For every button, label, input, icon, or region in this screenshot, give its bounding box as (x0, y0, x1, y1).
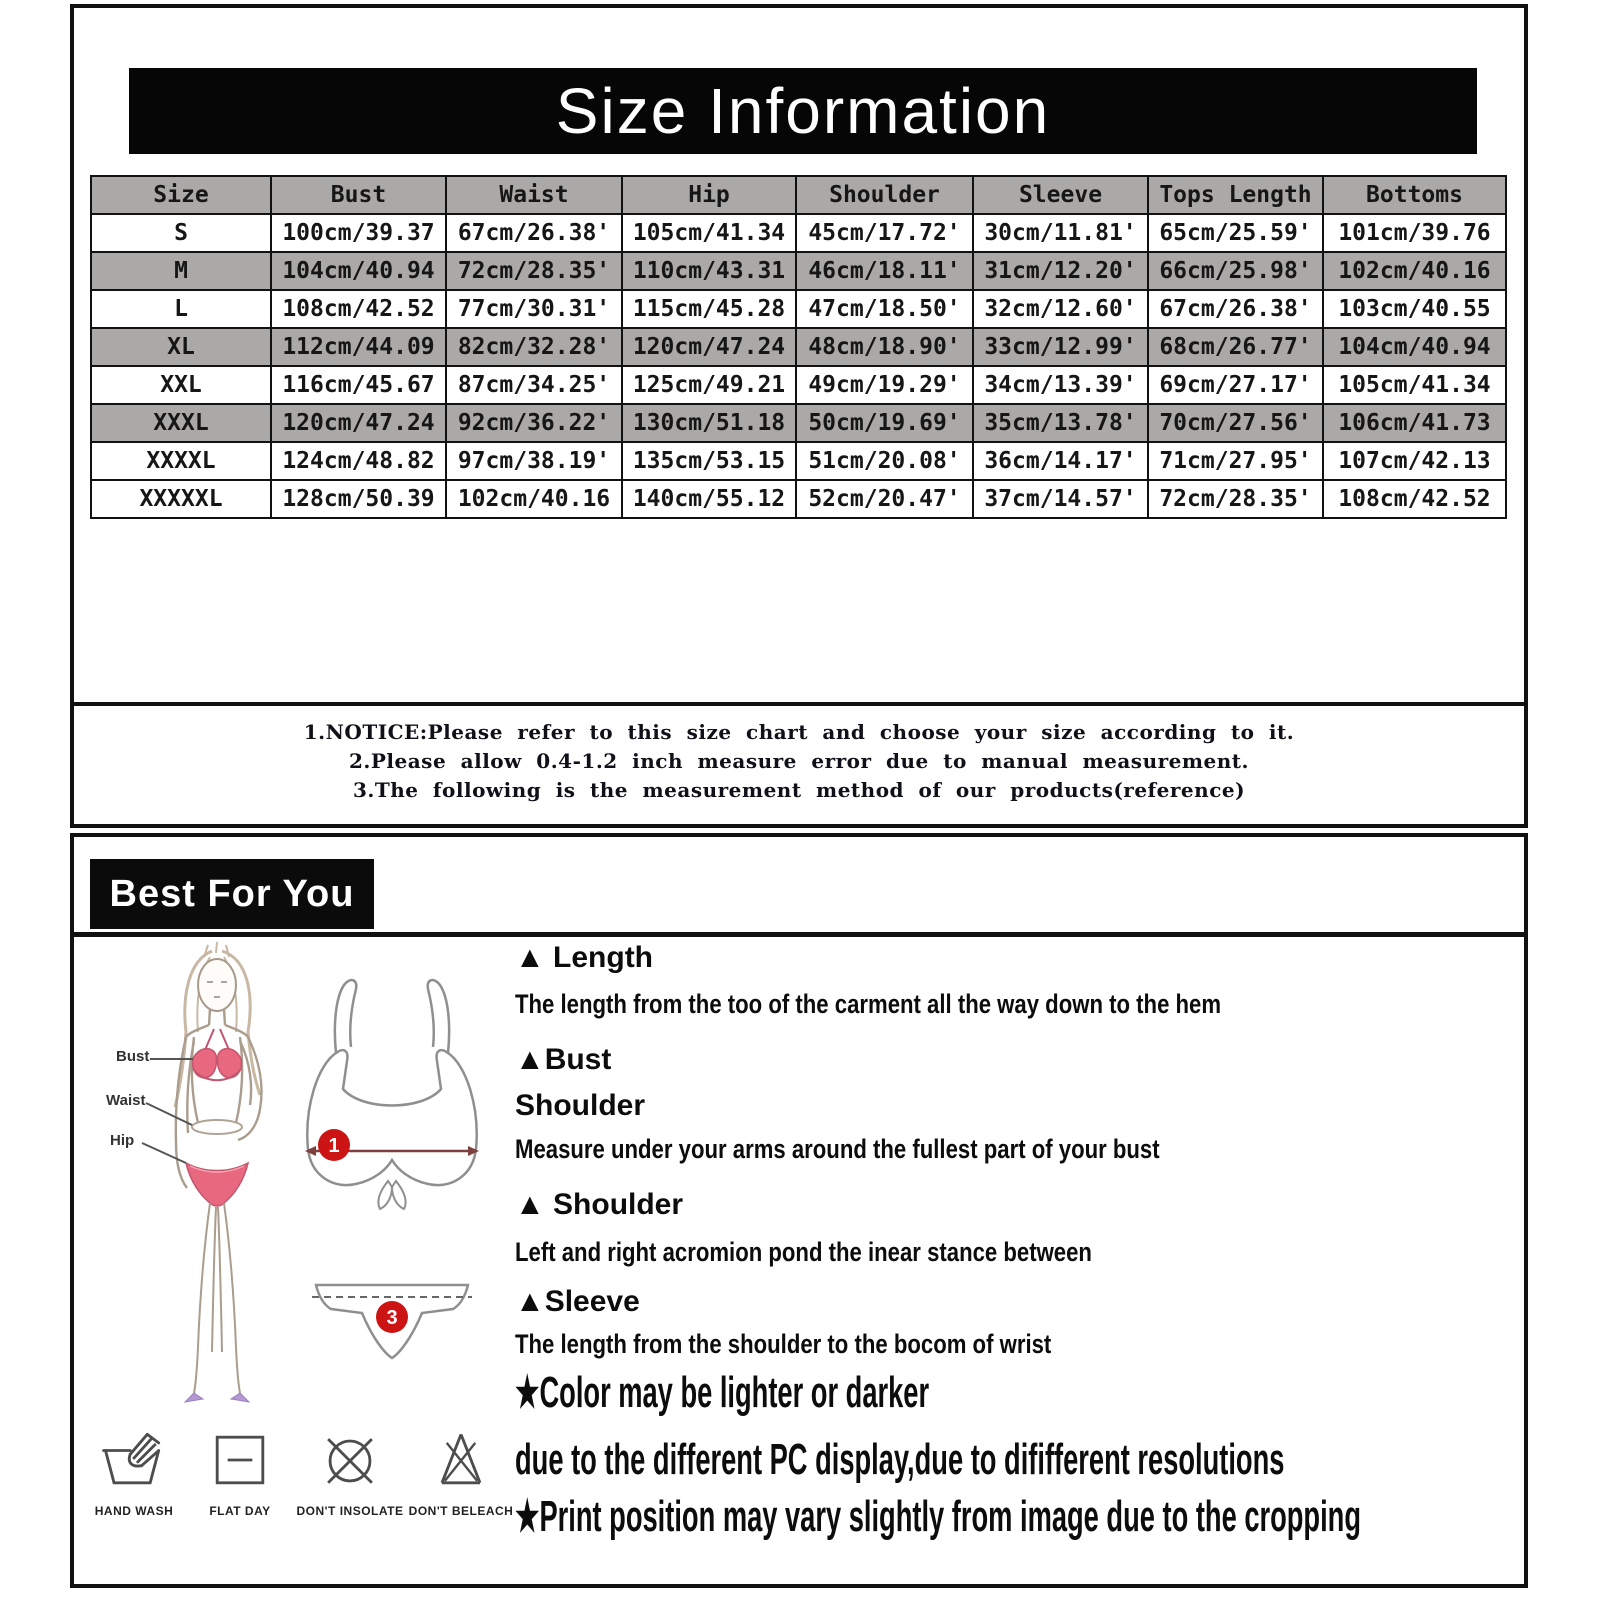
figure-label-bust: Bust (116, 1048, 150, 1065)
waist-loop (192, 1120, 242, 1134)
best-for-you-banner (90, 859, 374, 929)
cell: 110cm/43.31 (622, 252, 796, 290)
cell: 48cm/18.90' (796, 328, 973, 366)
cell: 106cm/41.73 (1323, 404, 1506, 442)
cell: XL (91, 328, 271, 366)
figure-label-waist: Waist (106, 1092, 146, 1109)
cell: 115cm/45.28 (622, 290, 796, 328)
cell: 112cm/44.09 (271, 328, 446, 366)
cell: 120cm/47.24 (622, 328, 796, 366)
page-title: Size Information (555, 75, 1051, 147)
header-cell: Shoulder (796, 176, 973, 214)
cell: 82cm/32.28' (446, 328, 622, 366)
cell: 67cm/26.38' (1148, 290, 1323, 328)
notice-panel (70, 702, 1528, 828)
cell: 103cm/40.55 (1323, 290, 1506, 328)
care-label: FLAT DAY (209, 1504, 271, 1518)
measure-guide-panel (70, 833, 1528, 1588)
sleeve-body: The length from the shoulder to the bocom of wrist (515, 1329, 1052, 1359)
body-sketch-graphic (90, 937, 510, 1407)
best-for-you-label: Best For You (109, 872, 355, 915)
figure-bikini-top (193, 1029, 242, 1080)
table-row (91, 366, 1506, 404)
cell: 49cm/19.29' (796, 366, 973, 404)
cell: 101cm/39.76 (1323, 214, 1506, 252)
cell: 37cm/14.57' (973, 480, 1148, 518)
length-heading: ▲ Length (515, 941, 654, 974)
size-table (90, 175, 1507, 519)
care-item-dont-bleach (401, 1422, 521, 1518)
size-info-panel (70, 4, 1528, 706)
cell: 104cm/40.94 (1323, 328, 1506, 366)
header-cell: Size (91, 176, 271, 214)
cell: 46cm/18.11' (796, 252, 973, 290)
cell: XXL (91, 366, 271, 404)
header-cell: Hip (622, 176, 796, 214)
table-row (91, 214, 1506, 252)
cell: 35cm/13.78' (973, 404, 1148, 442)
marker-1-number: 1 (328, 1135, 340, 1157)
cell: 32cm/12.60' (973, 290, 1148, 328)
cell: 102cm/40.16 (446, 480, 622, 518)
table-row (91, 252, 1506, 290)
cell: L (91, 290, 271, 328)
care-label: HAND WASH (94, 1504, 174, 1518)
label-connectors (142, 1059, 193, 1163)
cell: 105cm/41.34 (1323, 366, 1506, 404)
cell: 116cm/45.67 (271, 366, 446, 404)
figure-bikini-bottom (186, 1163, 248, 1206)
table-header-row (91, 176, 1506, 214)
cell: 33cm/12.99' (973, 328, 1148, 366)
cell: 130cm/51.18 (622, 404, 796, 442)
cell: 71cm/27.95' (1148, 442, 1323, 480)
bust-body: Measure under your arms around the fullest part of your bust (515, 1134, 1160, 1164)
cell: 87cm/34.25' (446, 366, 622, 404)
cell: S (91, 214, 271, 252)
header-cell: Sleeve (973, 176, 1148, 214)
length-body: The length from the too of the carment all the way down to the hem (515, 989, 1222, 1019)
care-item-flat-day (180, 1422, 300, 1518)
size-info-title-banner (129, 68, 1477, 154)
cell: 108cm/42.52 (1323, 480, 1506, 518)
cell: 67cm/26.38' (446, 214, 622, 252)
cell: 92cm/36.22' (446, 404, 622, 442)
care-item-hand-wash (74, 1422, 194, 1518)
header-cell: Bottoms (1323, 176, 1506, 214)
table-row (91, 328, 1506, 366)
cell: 45cm/17.72' (796, 214, 973, 252)
cell: 34cm/13.39' (973, 366, 1148, 404)
color-note: ★Color may be lighter or darker (515, 1368, 930, 1417)
notice-line-3: 3.The following is the measurement method of our products(reference) (352, 778, 1246, 802)
cell: 108cm/42.52 (271, 290, 446, 328)
print-note: ★Print position may vary slightly from image due to the cropping (515, 1492, 1361, 1541)
table-row (91, 290, 1506, 328)
care-label: DON'T INSOLATE (296, 1504, 404, 1518)
header-cell: Waist (446, 176, 622, 214)
cell: 65cm/25.59' (1148, 214, 1323, 252)
shoe-right (231, 1393, 249, 1402)
leg-lines (194, 1203, 240, 1393)
table-row (91, 404, 1506, 442)
cell: 107cm/42.13 (1323, 442, 1506, 480)
cell: XXXL (91, 404, 271, 442)
cell: 72cm/28.35' (1148, 480, 1323, 518)
cell: 72cm/28.35' (446, 252, 622, 290)
cell: XXXXXL (91, 480, 271, 518)
bust-subheading: Shoulder (515, 1089, 646, 1122)
cell: 125cm/49.21 (622, 366, 796, 404)
cell: 135cm/53.15 (622, 442, 796, 480)
notice-line-1: 1.NOTICE:Please refer to this size chart and choose your size according to it. (303, 720, 1295, 744)
cell: 69cm/27.17' (1148, 366, 1323, 404)
cell: 104cm/40.94 (271, 252, 446, 290)
shoulder-heading: ▲ Shoulder (515, 1188, 684, 1221)
header-cell: Bust (271, 176, 446, 214)
shoulder-body: Left and right acromion pond the inear stance between (515, 1237, 1092, 1267)
care-item-dont-insolate (290, 1422, 410, 1518)
cell: 140cm/55.12 (622, 480, 796, 518)
header-cell: Tops Length (1148, 176, 1323, 214)
cell: M (91, 252, 271, 290)
cell: 66cm/25.98' (1148, 252, 1323, 290)
cell: 102cm/40.16 (1323, 252, 1506, 290)
care-label: DON'T BELEACH (408, 1504, 514, 1518)
cell: 97cm/38.19' (446, 442, 622, 480)
bust-heading: ▲Bust (515, 1043, 612, 1076)
cell: 50cm/19.69' (796, 404, 973, 442)
cell: 77cm/30.31' (446, 290, 622, 328)
flat-dry-icon (202, 1422, 278, 1498)
cell: 100cm/39.37 (271, 214, 446, 252)
cell: 51cm/20.08' (796, 442, 973, 480)
no-bleach-icon (423, 1422, 499, 1498)
hand-wash-icon (96, 1422, 172, 1498)
cell: 120cm/47.24 (271, 404, 446, 442)
sleeve-heading: ▲Sleeve (515, 1285, 640, 1318)
head (198, 959, 236, 1011)
cell: 52cm/20.47' (796, 480, 973, 518)
cell: 30cm/11.81' (973, 214, 1148, 252)
table-row (91, 442, 1506, 480)
notice-line-2: 2.Please allow 0.4-1.2 inch measure error due to manual measurement. (348, 749, 1250, 773)
cell: 47cm/18.50' (796, 290, 973, 328)
cell: 70cm/27.56' (1148, 404, 1323, 442)
marker-3-number: 3 (386, 1307, 398, 1329)
table-row (91, 480, 1506, 518)
shoe-left (185, 1393, 203, 1402)
no-sun-icon (312, 1422, 388, 1498)
cell: 124cm/48.82 (271, 442, 446, 480)
cell: 36cm/14.17' (973, 442, 1148, 480)
cell: XXXXL (91, 442, 271, 480)
bikini-top-sketch (307, 980, 476, 1209)
measurement-illustration (90, 937, 510, 1407)
cell: 68cm/26.77' (1148, 328, 1323, 366)
display-note: due to the different PC display,due to dififferent resolutions (515, 1435, 1285, 1484)
cell: 105cm/41.34 (622, 214, 796, 252)
figure-label-hip: Hip (110, 1132, 135, 1149)
cell: 31cm/12.20' (973, 252, 1148, 290)
cell: 128cm/50.39 (271, 480, 446, 518)
